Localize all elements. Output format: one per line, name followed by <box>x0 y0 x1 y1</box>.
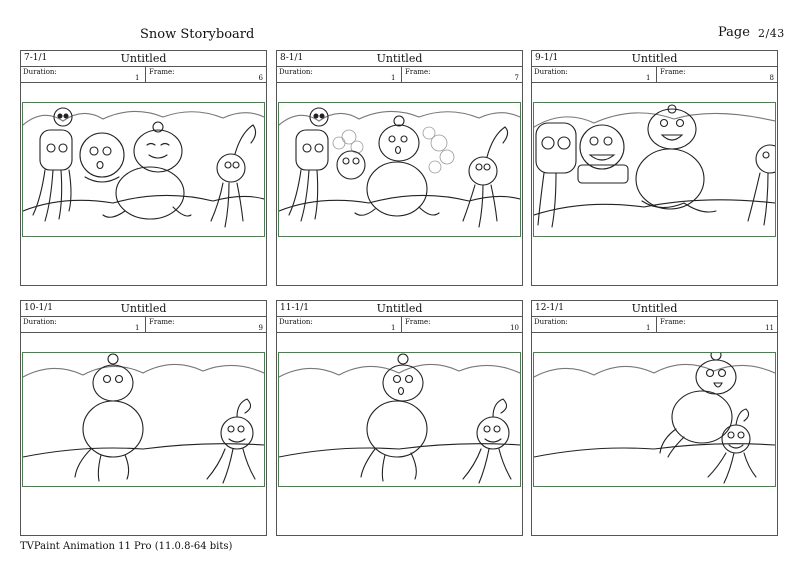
duration-value: 1 <box>391 324 396 332</box>
duration-value: 1 <box>135 324 140 332</box>
panel-title: Untitled <box>631 302 678 315</box>
shot-id: 8-1/1 <box>280 53 304 63</box>
character-round <box>80 133 124 182</box>
character-round <box>578 125 628 183</box>
frame-label: Frame: <box>660 318 686 326</box>
frame-label: Frame: <box>405 68 431 76</box>
shot-id: 10-1/1 <box>24 303 53 313</box>
character-snowman <box>361 354 427 481</box>
panel-artwork[interactable] <box>533 102 776 237</box>
frame-label: Frame: <box>149 318 175 326</box>
storyboard-panel[interactable] <box>276 300 523 536</box>
character-snowman <box>355 116 439 216</box>
meta-divider <box>656 317 657 332</box>
meta-divider <box>656 67 657 82</box>
panel-artwork[interactable] <box>278 102 521 237</box>
frame-label: Frame: <box>405 318 431 326</box>
duration-label: Duration: <box>534 318 568 326</box>
character-snowman <box>103 122 191 219</box>
meta-divider <box>145 67 146 82</box>
panel-meta <box>21 317 266 333</box>
panel-title: Untitled <box>120 302 167 315</box>
storyboard-panel[interactable] <box>531 50 778 286</box>
duration-label: Duration: <box>279 318 313 326</box>
shot-id: 12-1/1 <box>535 303 564 313</box>
panel-artwork[interactable] <box>22 102 265 237</box>
panel-title: Untitled <box>120 52 167 65</box>
frame-label: Frame: <box>660 68 686 76</box>
duration-value: 1 <box>391 74 396 82</box>
duration-value: 1 <box>135 74 140 82</box>
frame-value: 11 <box>765 324 774 332</box>
panel-meta <box>532 317 777 333</box>
storyboard-panel[interactable] <box>20 300 267 536</box>
character-snowman <box>636 105 716 212</box>
frame-value: 10 <box>510 324 519 332</box>
frame-value: 7 <box>514 74 519 82</box>
dust-cloud <box>333 127 454 173</box>
shot-id: 7-1/1 <box>24 53 48 63</box>
footer-note: TVPaint Animation 11 Pro (11.0.8-64 bits) <box>20 541 233 552</box>
panel-header <box>21 51 266 67</box>
meta-divider <box>401 67 402 82</box>
shot-id: 9-1/1 <box>535 53 559 63</box>
duration-label: Duration: <box>23 318 57 326</box>
duration-label: Duration: <box>23 68 57 76</box>
character-round <box>337 151 365 179</box>
character-jelly <box>463 127 508 227</box>
frame-value: 8 <box>769 74 774 82</box>
panel-title: Untitled <box>631 52 678 65</box>
character-snowman <box>75 354 143 481</box>
duration-value: 1 <box>646 324 651 332</box>
character-tall <box>289 108 328 221</box>
panel-meta <box>532 67 777 83</box>
duration-value: 1 <box>646 74 651 82</box>
page-label: Page <box>718 25 750 40</box>
meta-divider <box>145 317 146 332</box>
frame-label: Frame: <box>149 68 175 76</box>
frame-value: 6 <box>258 74 263 82</box>
panel-title: Untitled <box>376 302 423 315</box>
character-jelly <box>207 399 255 483</box>
storyboard-panel[interactable] <box>531 300 778 536</box>
panel-meta <box>277 67 522 83</box>
meta-divider <box>401 317 402 332</box>
frame-value: 9 <box>258 324 263 332</box>
panel-title: Untitled <box>376 52 423 65</box>
character-jelly <box>463 399 511 483</box>
character-jelly <box>211 125 256 227</box>
duration-label: Duration: <box>534 68 568 76</box>
panel-artwork[interactable] <box>278 352 521 487</box>
panel-header <box>21 301 266 317</box>
shot-id: 11-1/1 <box>280 303 309 313</box>
panel-header <box>532 51 777 67</box>
panel-meta <box>21 67 266 83</box>
panel-header <box>532 301 777 317</box>
duration-label: Duration: <box>279 68 313 76</box>
page-number: 2/43 <box>758 27 785 40</box>
character-tall <box>33 108 72 221</box>
document-title: Snow Storyboard <box>140 27 255 42</box>
panel-artwork[interactable] <box>22 352 265 487</box>
panel-header <box>277 301 522 317</box>
panel-meta <box>277 317 522 333</box>
panel-artwork[interactable] <box>533 352 776 487</box>
storyboard-panel[interactable] <box>20 50 267 286</box>
character-snowman <box>660 353 736 457</box>
panel-header <box>277 51 522 67</box>
character-jelly <box>748 145 775 225</box>
character-tall <box>536 123 576 227</box>
storyboard-panel[interactable] <box>276 50 523 286</box>
